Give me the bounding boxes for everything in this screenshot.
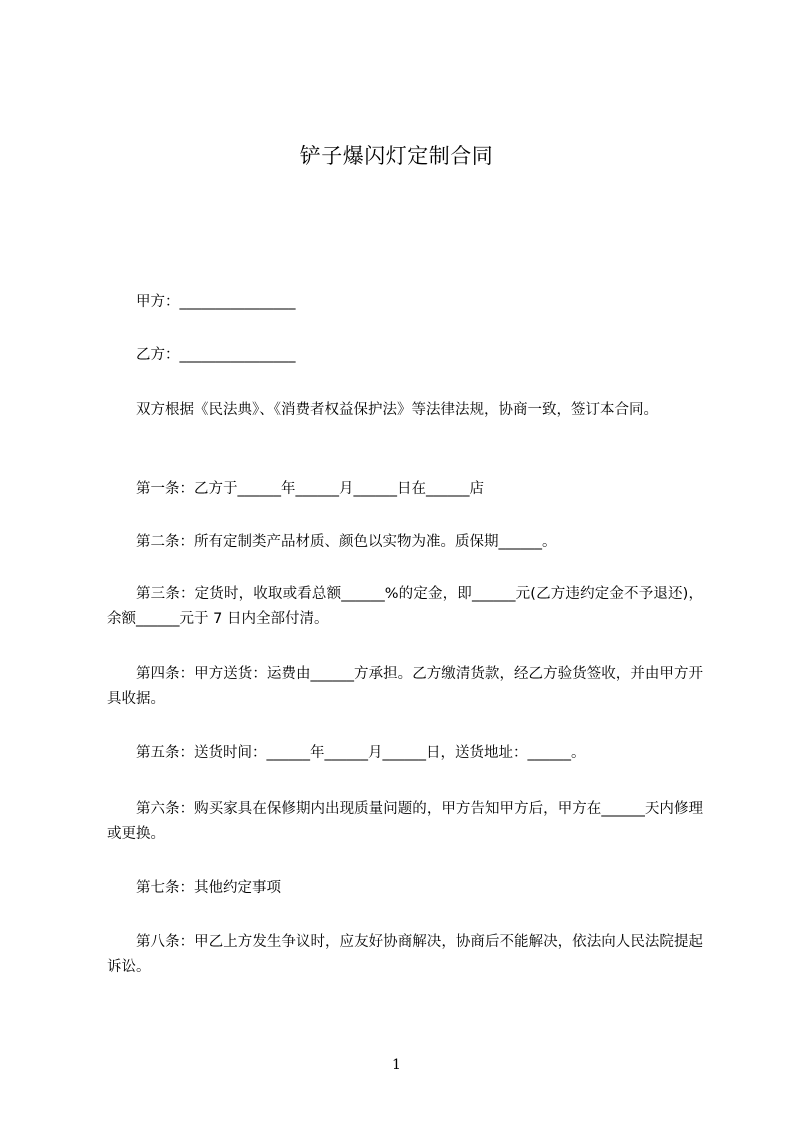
article-2: 第二条：所有定制类产品材质、颜色以实物为准。质保期______。 (136, 534, 557, 550)
article-7: 第七条：其他约定事项 (136, 880, 281, 896)
party-b-line: 乙方：________________ (136, 347, 296, 363)
article-3: 第三条：定货时，收取或看总额______%的定金，即______元(乙方违约定金不予退还)，余额______元于 7 日内全部付清。 (107, 586, 703, 627)
article-8: 第八条：甲乙上方发生争议时，应友好协商解决，协商后不能解决，依法向人民法院提起诉讼。 (107, 934, 703, 975)
article-4: 第四条：甲方送货：运费由______方承担。乙方缴清货款，经乙方验货签收，并由甲方开具收据。 (107, 666, 703, 707)
page-number: 1 (392, 1057, 401, 1073)
intro-paragraph: 双方根据《民法典》、《消费者权益保护法》等法律法规，协商一致，签订本合同。 (136, 402, 658, 418)
article-1: 第一条：乙方于______年______月______日在______店 (136, 481, 484, 497)
article-6: 第六条：购买家具在保修期内出现质量问题的，甲方告知甲方后，甲方在______天内修理或更换。 (107, 801, 703, 842)
party-a-line: 甲方：________________ (136, 294, 296, 310)
document-title: 铲子爆闪灯定制合同 (299, 144, 494, 168)
article-5: 第五条：送货时间：______年______月______日，送货地址：______。 (136, 745, 586, 761)
